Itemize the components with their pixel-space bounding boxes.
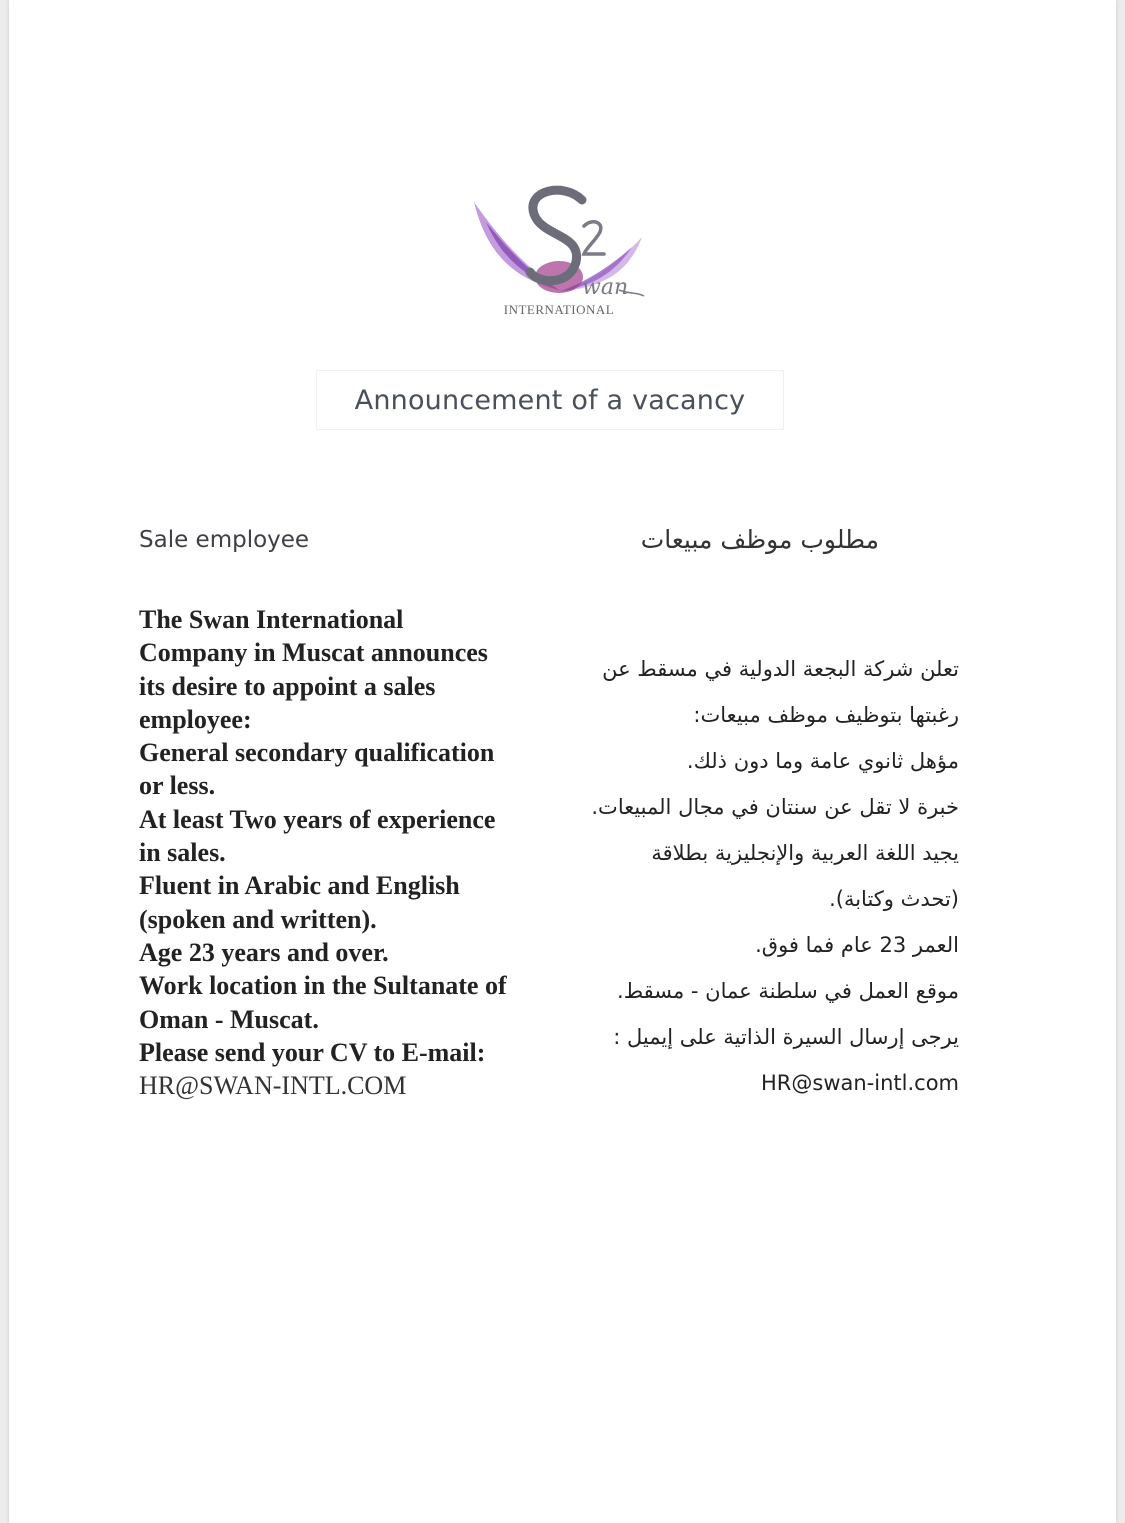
arabic-job-heading: مطلوب موظف مبيعات [640,525,879,554]
english-line: General secondary qualification [139,738,495,768]
arabic-line: يجيد اللغة العربية والإنجليزية بطلاقة [651,841,959,865]
english-line: Fluent in Arabic and English [139,871,460,901]
arabic-line: مؤهل ثانوي عامة وما دون ذلك. [686,749,959,773]
english-line: Work location in the Sultanate of [139,971,507,1001]
english-description [139,603,539,1102]
document-page [9,0,1116,1523]
english-line: Company in Muscat announces [139,638,488,668]
arabic-description [557,646,959,1106]
logo-subtitle: INTERNATIONAL [503,302,615,317]
english-line: The Swan International [139,605,404,634]
english-line: (spoken and written). [139,904,377,934]
arabic-line: موقع العمل في سلطنة عمان - مسقط. [617,979,959,1003]
arabic-line: العمر 23 عام فما فوق. [755,933,959,957]
swan-logo-mark [464,182,654,322]
arabic-email-link[interactable]: HR@swan-intl.com [761,1071,959,1095]
arabic-line: خبرة لا تقل عن سنتان في مجال المبيعات. [591,795,959,819]
english-line: Please send your CV to E-mail: [139,1037,486,1067]
announcement-title: Announcement of a vacancy [316,370,784,430]
english-line: or less. [139,771,216,801]
arabic-line: تعلن شركة البجعة الدولية في مسقط عن [602,657,959,681]
english-job-heading: Sale employee [139,527,310,553]
swan-logo [464,182,654,322]
english-line: in sales. [139,838,226,868]
english-line: employee: [139,704,252,734]
arabic-line: (تحدث وكتابة). [829,887,959,911]
english-line: its desire to appoint a sales [139,671,436,701]
english-email-link[interactable]: HR@SWAN-INTL.COM [139,1071,407,1101]
svg-text:wan: wan [582,275,629,300]
arabic-line: يرجى إرسال السيرة الذاتية على إيميل : [613,1025,959,1049]
english-line: Age 23 years and over. [139,937,389,967]
english-line: At least Two years of experience [139,804,496,834]
english-line: Oman - Muscat. [139,1004,319,1034]
arabic-line: رغبتها بتوظيف موظف مبيعات: [693,703,959,727]
